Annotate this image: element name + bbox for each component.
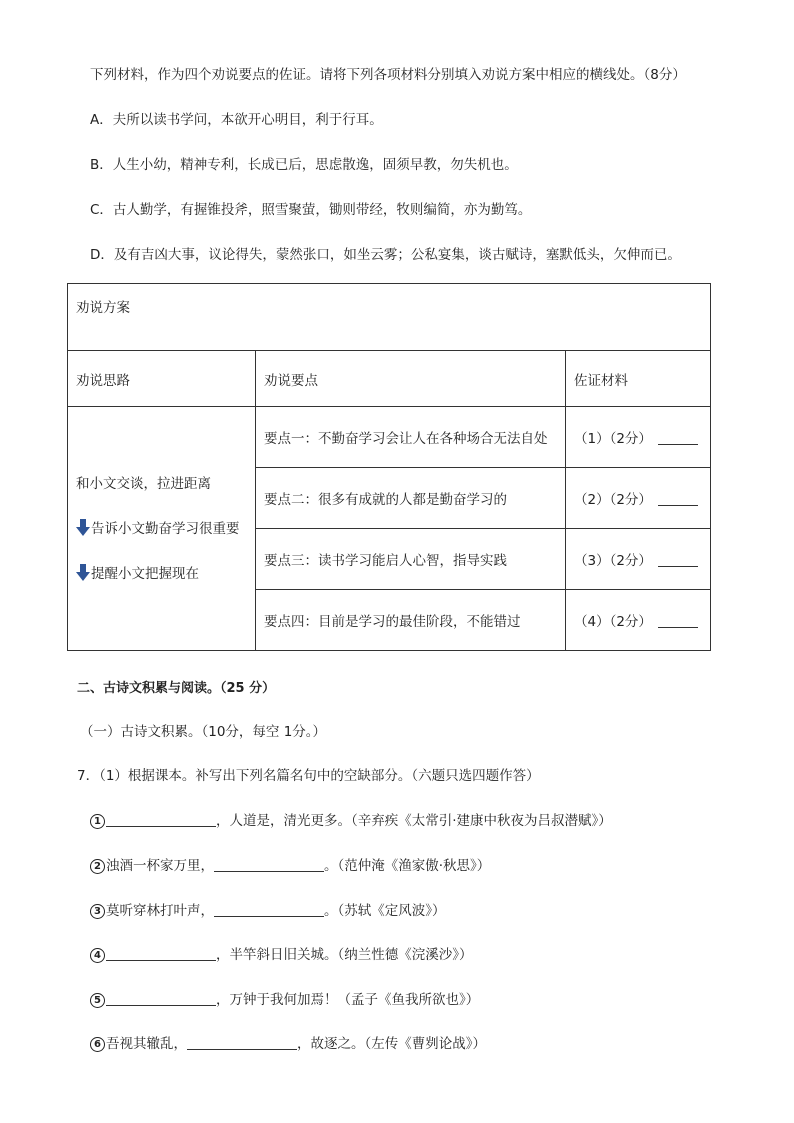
subsection-title: （一）古诗文积累。（10分，每空 1分。）: [80, 724, 327, 740]
thinking-cell: [68, 407, 256, 651]
thinking-step-1: 和小文交谈，拉进距离: [76, 475, 211, 492]
evidence-1: [566, 407, 711, 468]
point-4: 要点四：目前是学习的最佳阶段，不能错过: [256, 590, 566, 651]
thinking-step-2: [76, 519, 247, 539]
evidence-3-label: （3）（2分）: [574, 553, 652, 569]
material-option-a: A．夫所以读书学问，本欲开心明目，利于行耳。: [90, 112, 383, 128]
item-number: 1: [90, 814, 105, 829]
section-title: 二、古诗文积累与阅读。（25 分）: [77, 681, 276, 696]
answer-blank[interactable]: [187, 1035, 297, 1050]
answer-blank[interactable]: [214, 902, 324, 917]
fill-item-4: 4 ，半竿斜日旧关城。（纳兰性德《浣溪沙》）: [90, 945, 473, 965]
column-header-evidence: 佐证材料: [566, 351, 711, 407]
point-1: 要点一：不勤奋学习会让人在各种场合无法自处: [256, 407, 566, 468]
point-2: 要点二：很多有成就的人都是勤奋学习的: [256, 468, 566, 529]
column-header-thinking: 劝说思路: [68, 351, 256, 407]
fill-item-2: 2 浊酒一杯家万里， 。（范仲淹《渔家傲·秋思》）: [90, 856, 490, 876]
fill-item-3: 3 莫听穿林打叶声， 。（苏轼《定风波》）: [90, 901, 446, 921]
fill-item-1: 1 ，人道是，清光更多。（辛弃疾《太常引·建康中秋夜为吕叔潜赋》）: [90, 811, 612, 831]
answer-blank[interactable]: [658, 613, 698, 628]
thinking-step-2-label: 告诉小文勤奋学习很重要: [91, 520, 240, 537]
fill-item-5: 5 ，万钟于我何加焉！（孟子《鱼我所欲也》）: [90, 990, 479, 1010]
item-number: 2: [90, 859, 105, 874]
evidence-4-label: （4）（2分）: [574, 614, 652, 630]
item-number: 3: [90, 904, 105, 919]
evidence-2: [566, 468, 711, 529]
answer-blank[interactable]: [658, 491, 698, 506]
evidence-1-label: （1）（2分）: [574, 431, 652, 447]
item-number: 4: [90, 948, 105, 963]
material-option-b: B．人生小幼，精神专利，长成已后，思虑散逸，固须早教，勿失机也。: [90, 157, 518, 173]
answer-blank[interactable]: [106, 991, 216, 1006]
fill-item-6: 6 吾视其辙乱， ，故逐之。（左传《曹刿论战》）: [90, 1034, 486, 1054]
evidence-2-label: （2）（2分）: [574, 492, 652, 508]
point-3: 要点三：读书学习能启人心智，指导实践: [256, 529, 566, 590]
answer-blank[interactable]: [658, 430, 698, 445]
thinking-step-3: [76, 564, 247, 584]
material-option-c: C．古人勤学，有握锥投斧，照雪聚萤，锄则带经，牧则编简，亦为勤笃。: [90, 202, 532, 218]
item-number: 5: [90, 993, 105, 1008]
material-option-d: D．及有吉凶大事，议论得失，蒙然张口，如坐云雾；公私宴集，谈古赋诗，塞默低头，欠伸而已。: [90, 247, 681, 263]
material-instruction: 下列材料，作为四个劝说要点的佐证。请将下列各项材料分别填入劝说方案中相应的横线处。（8分）: [90, 67, 686, 83]
down-arrow-icon: [76, 519, 90, 536]
answer-blank[interactable]: [106, 812, 216, 827]
answer-blank[interactable]: [214, 857, 324, 872]
column-header-points: 劝说要点: [256, 351, 566, 407]
evidence-4: [566, 590, 711, 651]
evidence-3: [566, 529, 711, 590]
answer-blank[interactable]: [106, 946, 216, 961]
persuasion-plan-table: [67, 283, 711, 651]
thinking-step-3-label: 提醒小文把握现在: [91, 565, 199, 582]
item-number: 6: [90, 1037, 105, 1052]
plan-title: 劝说方案: [68, 284, 711, 351]
question-7: 7．（1）根据课本。补写出下列名篇名句中的空缺部分。（六题只选四题作答）: [77, 768, 540, 784]
down-arrow-icon: [76, 564, 90, 581]
answer-blank[interactable]: [658, 552, 698, 567]
